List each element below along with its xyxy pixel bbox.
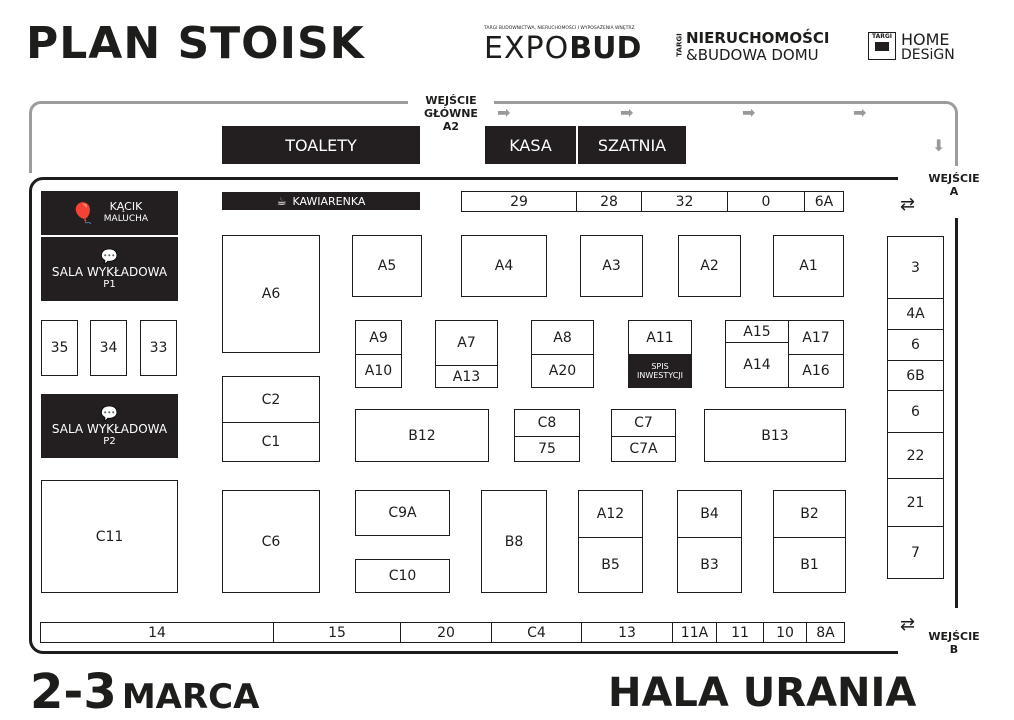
stand-A4[interactable]: A4	[461, 235, 547, 297]
stand-C7[interactable]: C7	[611, 409, 676, 437]
stand-A16[interactable]: A16	[788, 354, 844, 388]
swap-arrows-icon: ⇄	[900, 614, 916, 635]
swap-arrows-icon: ⇄	[900, 194, 916, 215]
logo-expobud-tagline: TARGI BUDOWNICTWA, NIERUCHOMOŚCI I WYPOSAŻENIA WNĘTRZ	[484, 26, 635, 31]
stand-3[interactable]: 3	[888, 237, 943, 299]
logo-home-line2: DESiGN	[901, 47, 955, 63]
stand-29[interactable]: 29	[462, 192, 577, 211]
stand-A1[interactable]: A1	[773, 235, 844, 297]
stand-6A[interactable]: 6A	[814, 193, 834, 210]
stand-28[interactable]: 28	[577, 192, 642, 211]
logo-home-icon	[868, 32, 896, 60]
stand-A6[interactable]: A6	[222, 235, 320, 353]
investment-list-line1: SPIS	[651, 362, 669, 371]
logo-expobud	[484, 26, 660, 66]
stand-75[interactable]: 75	[514, 436, 580, 462]
stand-B4[interactable]: B4	[677, 490, 742, 538]
stand-A15[interactable]: A15	[725, 320, 789, 343]
stand-B5[interactable]: B5	[578, 537, 643, 593]
stand-8A[interactable]: 8A	[816, 624, 835, 641]
main-entrance-line2: GŁÓWNE	[424, 107, 478, 120]
stand-13[interactable]: 13	[582, 623, 673, 642]
toilets: TOALETY	[222, 126, 420, 164]
cashier: KASA	[485, 126, 576, 164]
stand-10[interactable]: 10	[764, 623, 807, 642]
stand-6-b[interactable]: 6	[888, 391, 943, 433]
entrance-a-label	[922, 172, 986, 198]
stand-B3[interactable]: B3	[677, 537, 742, 593]
logo-nieruchomosci-side: TARGI	[675, 33, 684, 57]
stand-A2[interactable]: A2	[678, 235, 741, 297]
logo-expobud-expo: EXPO	[484, 31, 570, 66]
lecture-hall-p1	[41, 237, 178, 301]
arrow-right-icon: ➡	[742, 103, 756, 122]
stand-20[interactable]: 20	[401, 623, 492, 642]
stand-6B[interactable]: 6B	[888, 361, 943, 391]
stand-21[interactable]: 21	[888, 479, 943, 527]
stand-C4[interactable]: C4	[492, 623, 582, 642]
stand-A3[interactable]: A3	[580, 235, 643, 297]
arrow-right-icon: ➡	[620, 103, 634, 122]
kids-corner-line2: MALUCHA	[103, 214, 149, 224]
venue: HALA URANIA	[608, 670, 917, 716]
stand-A9[interactable]: A9	[355, 320, 402, 355]
investment-list	[628, 354, 692, 388]
logo-nieruchomosci	[672, 29, 858, 65]
stand-22[interactable]: 22	[888, 433, 943, 479]
lecture-hall-p2-line2: P2	[103, 435, 116, 447]
stand-33[interactable]: 33	[140, 320, 177, 376]
stand-A7[interactable]: A7	[435, 320, 498, 366]
coffee-icon: ☕	[276, 194, 287, 208]
lecture-hall-p1-line2: P1	[103, 278, 116, 290]
speaker-icon: 💬	[100, 405, 119, 422]
stand-B2[interactable]: B2	[773, 490, 846, 538]
stand-A10[interactable]: A10	[355, 354, 402, 388]
kids-corner-line1: KĄCIK	[109, 200, 143, 213]
stand-14[interactable]: 14	[41, 623, 274, 642]
logo-home-design	[868, 30, 968, 66]
stand-C6[interactable]: C6	[222, 490, 320, 593]
cafe	[222, 192, 420, 210]
page-title: PLAN STOISK	[26, 18, 365, 69]
logo-home-line1: HOME	[901, 30, 950, 49]
stand-B8[interactable]: B8	[481, 490, 547, 593]
logo-nieruchomosci-line1: NIERUCHOMOŚCI	[686, 29, 830, 47]
stand-4A[interactable]: 4A	[888, 299, 943, 330]
stand-7[interactable]: 7	[911, 544, 920, 561]
stand-6[interactable]: 6	[888, 330, 943, 361]
stand-C10[interactable]: C10	[355, 559, 450, 593]
stand-A17[interactable]: A17	[788, 320, 844, 355]
stand-A14[interactable]: A14	[725, 342, 789, 388]
arrow-right-icon: ➡	[497, 103, 511, 122]
house-icon	[875, 42, 889, 51]
entrance-b-line2: B	[949, 643, 959, 656]
event-dates	[30, 664, 259, 720]
stand-A11[interactable]: A11	[628, 320, 692, 355]
speaker-icon: 💬	[100, 248, 119, 265]
investment-list-line2: INWESTYCJI	[636, 371, 684, 380]
stand-A20[interactable]: A20	[531, 354, 594, 388]
stand-C9A[interactable]: C9A	[355, 490, 450, 536]
main-entrance-line3: A2	[442, 120, 460, 133]
bottom-stand-row	[40, 622, 845, 643]
entrance-a-line1: WEJŚCIE	[928, 172, 980, 185]
stand-C8[interactable]: C8	[514, 409, 580, 437]
main-entrance-line1: WEJŚCIE	[425, 94, 477, 107]
stand-0[interactable]: 0	[728, 192, 805, 211]
stand-15[interactable]: 15	[274, 623, 401, 642]
entrance-a-line2: A	[949, 185, 959, 198]
stand-A12[interactable]: A12	[578, 490, 643, 538]
stand-C11[interactable]: C11	[41, 480, 178, 593]
stand-A8[interactable]: A8	[531, 320, 594, 355]
stand-34[interactable]: 34	[90, 320, 127, 376]
stand-B13[interactable]: B13	[704, 409, 846, 462]
entrance-b-label	[922, 630, 986, 656]
arrow-down-icon: ⬇	[932, 136, 946, 155]
main-entrance-label	[408, 94, 494, 133]
stand-11[interactable]: 11	[717, 623, 764, 642]
stand-32[interactable]: 32	[642, 192, 728, 211]
lecture-hall-p2-line1: SALA WYKŁADOWA	[51, 421, 168, 436]
event-month: MARCA	[121, 677, 260, 717]
cafe-label: KAWIARENKA	[292, 194, 366, 208]
stand-35[interactable]: 35	[41, 320, 78, 376]
right-stand-column	[887, 236, 944, 579]
logo-expobud-bud: BUD	[569, 31, 642, 66]
entrance-b-line1: WEJŚCIE	[928, 630, 980, 643]
logo-home-side: TARGI	[871, 33, 893, 40]
balloons-icon: 🎈	[70, 201, 96, 225]
stand-C1[interactable]: C1	[222, 422, 320, 462]
kids-corner	[41, 191, 178, 235]
stand-C2[interactable]: C2	[222, 376, 320, 423]
arrow-right-icon: ➡	[853, 103, 867, 122]
cloakroom: SZATNIA	[578, 126, 686, 164]
top-stand-row	[461, 191, 844, 212]
lecture-hall-p1-line1: SALA WYKŁADOWA	[51, 264, 168, 279]
stand-A13[interactable]: A13	[435, 365, 498, 388]
stand-C7A[interactable]: C7A	[611, 436, 676, 462]
logo-nieruchomosci-line2: &BUDOWA DOMU	[686, 46, 819, 64]
stand-A5[interactable]: A5	[352, 235, 422, 297]
stand-B12[interactable]: B12	[355, 409, 489, 462]
stand-11A[interactable]: 11A	[673, 623, 717, 642]
lecture-hall-p2	[41, 394, 178, 458]
stand-B1[interactable]: B1	[773, 537, 846, 593]
event-days: 2-3	[30, 664, 117, 720]
